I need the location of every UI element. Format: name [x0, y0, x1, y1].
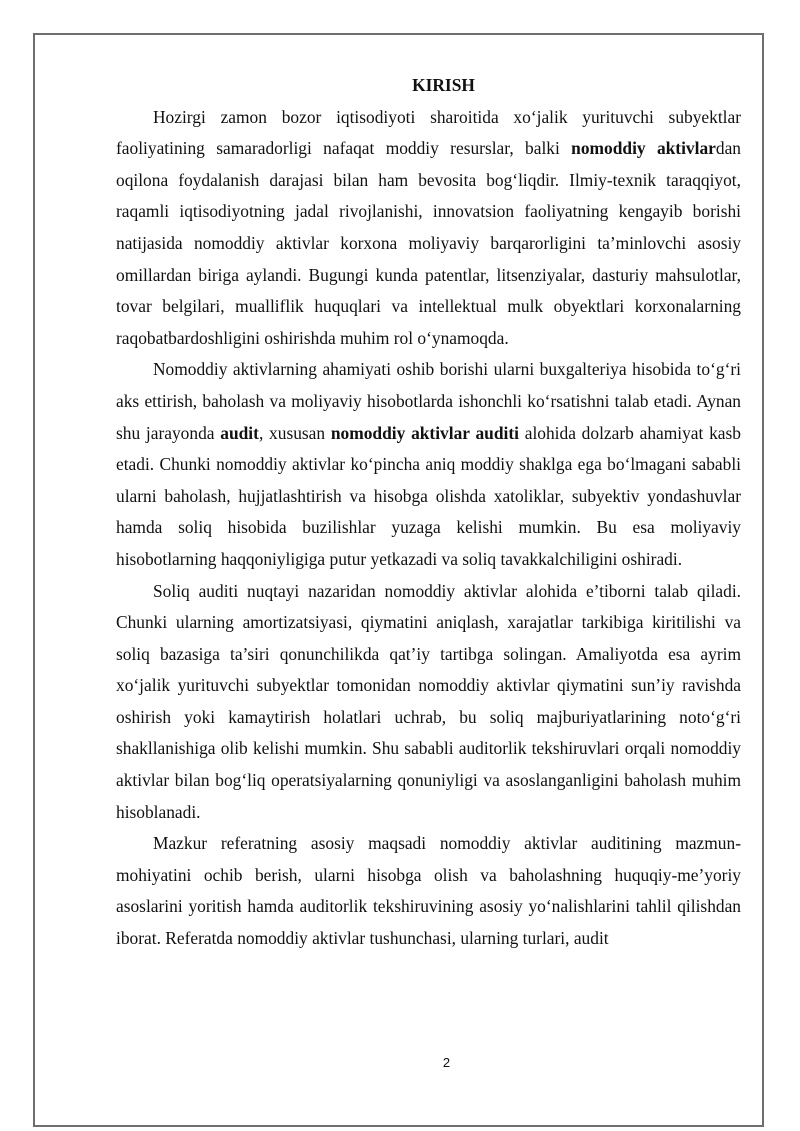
page-number: 2 — [442, 1055, 451, 1070]
section-heading: KIRISH — [412, 75, 475, 95]
paragraph-1 — [116, 102, 741, 355]
paragraph-2-text-c: , xususan — [258, 422, 331, 443]
paragraph-3: Soliq auditi nuqtayi nazaridan nomoddiy aktivlar alohida e’tiborni talab qiladi. Chunki ularning amortizatsiyasi, qiymatini aniqlash, xarajatlar tarkibiga kiritilishi va soliq bazasiga ta’siri qonunchilikda qat’iy tartibga solingan. Amaliyotda esa ayrim xo‘jalik yurituvchi subyektlar tomonidan nomoddiy aktivlar qiymatini sun’iy ravishda oshirish yoki kamaytirish holatlari uchrab, bu soliq majburiyatlarining noto‘g‘ri shakllanishiga olib kelishi mumkin. Shu sababli auditorlik tekshiruvlari orqali nomoddiy aktivlar bilan bog‘liq operatsiyalarning qonuniyligi va asoslanganligini baholash muhim hisoblanadi. — [116, 580, 741, 822]
paragraph-1-text-a: Hozirgi zamon bozor iqtisodiyoti sharoitida xo‘jalik yurituvchi subyektlar faoliyatining samaradorligi nafaqat moddiy resurslar, balki — [116, 106, 741, 159]
paragraph-2-bold-term: nomoddiy aktivlar auditi — [330, 422, 519, 443]
paragraph-1-bold-term: nomoddiy aktivlar — [571, 138, 716, 159]
paragraph-2 — [116, 354, 741, 575]
paragraph-2-text-e: alohida dolzarb ahamiyat kasb etadi. Chunki nomoddiy aktivlar ko‘pincha aniq moddiy shaklga ega bo‘lmagani sababli ularni baholash, hujjatlashtirish va hisobga olishda xatoliklar, subyektiv yondashuvlar hamda soliq hisobida buzilishlar yuzaga kelishi mumkin. Bu esa moliyaviy hisobotlarning haqqoniyligiga putur yetkazadi va soliq tavakkalchiligini oshiradi. — [116, 422, 741, 569]
paragraph-2-bold-audit: audit — [220, 422, 259, 443]
document-body — [116, 70, 741, 955]
paragraph-1-text-c: dan oqilona foydalanish darajasi bilan ham bevosita bog‘liqdir. Ilmiy-texnik taraqqiyot, raqamli iqtisodiyotning jadal rivojlanishi, innovatsion faoliyatning kengayib borishi natijasida nomoddiy aktivlar korxona moliyaviy barqarorligini ta’minlovchi asosiy omillardan biriga aylandi. Bugungi kunda patentlar, litsenziyalar, dasturiy mahsulotlar, tovar belgilari, mualliflik huquqlari va intellektual mulk obyektlari korxonalarning raqobatbardoshligini oshirishda muhim rol o‘ynamoqda. — [116, 138, 741, 348]
paragraph-4: Mazkur referatning asosiy maqsadi nomoddiy aktivlar auditining mazmun-mohiyatini ochib berish, ularni hisobga olish va baholashning huquqiy-me’yoriy asoslarini yoritish hamda auditorlik tekshiruvining asosiy yo‘nalishlarini tahlil qilishdan iborat. Referatda nomoddiy aktivlar tushunchasi, ularning turlari, audit — [116, 833, 741, 949]
paragraph-2-text-a: Nomoddiy aktivlarning ahamiyati oshib borishi ularni buxgalteriya hisobida to‘g‘ri aks ettirish, baholash va moliyaviy hisobotlarda ishonchli ko‘rsatishni talab etadi. Aynan shu jarayonda — [116, 359, 741, 443]
